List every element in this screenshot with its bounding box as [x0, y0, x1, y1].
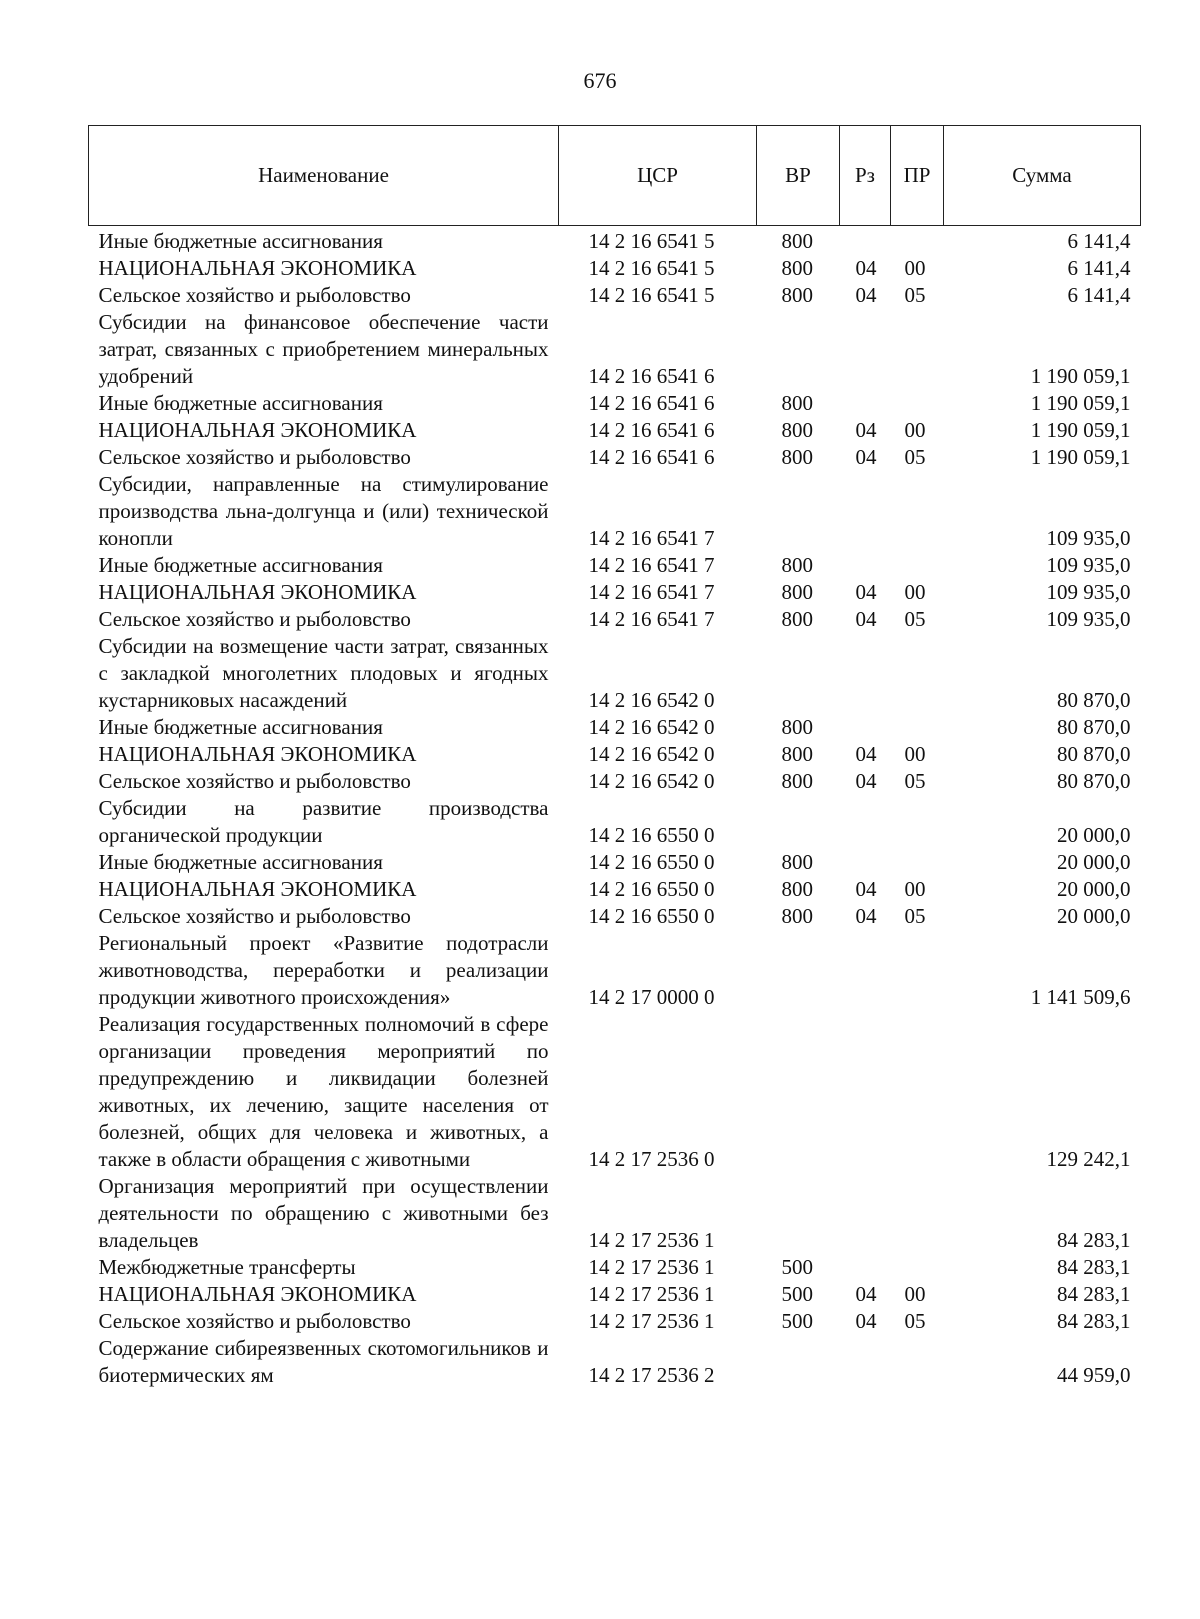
table-row: [89, 444, 1141, 471]
table-row: [89, 1173, 1141, 1254]
cell-pr: 05: [904, 1309, 926, 1333]
cell-name: Иные бюджетные ассигнования: [98, 850, 383, 874]
cell-vr: [757, 1335, 840, 1389]
cell-vr: [757, 471, 840, 552]
cell-pr: [891, 1254, 944, 1281]
cell-vr: 800: [781, 769, 813, 793]
cell-pr: [891, 714, 944, 741]
cell-rz: [840, 930, 891, 1011]
cell-sum: 20 000,0: [1057, 904, 1131, 928]
cell-csr: 14 2 17 2536 1: [588, 1309, 715, 1333]
cell-vr: 800: [781, 904, 813, 928]
cell-rz: [840, 309, 891, 390]
cell-rz: 04: [855, 607, 877, 631]
cell-name: Межбюджетные трансферты: [98, 1255, 356, 1279]
table-row: [89, 1254, 1141, 1281]
cell-rz: [840, 1335, 891, 1389]
header-row: [89, 126, 1141, 226]
table-row: [89, 768, 1141, 795]
cell-name: Сельское хозяйство и рыболовство: [98, 607, 411, 631]
table-row: [89, 579, 1141, 606]
cell-sum: 80 870,0: [1057, 715, 1131, 739]
cell-vr: [757, 1011, 840, 1173]
cell-pr: 05: [904, 769, 926, 793]
cell-sum: 1 190 059,1: [1030, 391, 1131, 415]
cell-sum: 109 935,0: [1046, 553, 1131, 577]
cell-sum: 1 190 059,1: [1030, 445, 1131, 469]
cell-csr: 14 2 16 6550 0: [588, 904, 715, 928]
cell-pr: 00: [904, 580, 926, 604]
cell-csr: 14 2 16 6541 7: [588, 526, 715, 550]
cell-name: НАЦИОНАЛЬНАЯ ЭКОНОМИКА: [98, 877, 417, 901]
header-rz: Рз: [840, 126, 891, 226]
table-row: [89, 255, 1141, 282]
cell-vr: 800: [781, 445, 813, 469]
cell-sum: 84 283,1: [1057, 1228, 1131, 1252]
cell-vr: 800: [781, 283, 813, 307]
table-row: [89, 633, 1141, 714]
cell-rz: 04: [855, 256, 877, 280]
cell-sum: 6 141,4: [1067, 229, 1131, 253]
cell-sum: 109 935,0: [1046, 580, 1131, 604]
cell-name: Сельское хозяйство и рыболовство: [98, 769, 411, 793]
cell-name: Региональный проект «Развитие подотрасли животноводства, переработки и реализации продукции животного происхождения»: [98, 931, 549, 1009]
cell-name: Иные бюджетные ассигнования: [98, 553, 383, 577]
table-row: [89, 876, 1141, 903]
cell-rz: 04: [855, 1282, 877, 1306]
cell-rz: 04: [855, 1309, 877, 1333]
cell-csr: 14 2 16 6541 6: [588, 445, 715, 469]
header-csr: ЦСР: [559, 126, 757, 226]
table-row: [89, 226, 1141, 256]
table-row: [89, 390, 1141, 417]
cell-sum: 6 141,4: [1067, 283, 1131, 307]
header-name: Наименование: [89, 126, 559, 226]
cell-csr: 14 2 16 6541 7: [588, 553, 715, 577]
cell-pr: 00: [904, 418, 926, 442]
cell-pr: 05: [904, 607, 926, 631]
cell-name: НАЦИОНАЛЬНАЯ ЭКОНОМИКА: [98, 580, 417, 604]
table-row: [89, 471, 1141, 552]
cell-name: Субсидии на возмещение части затрат, связанных с закладкой многолетних плодовых и ягодных кустарниковых насаждений: [98, 634, 549, 712]
cell-vr: 800: [781, 391, 813, 415]
page-number: 676: [583, 68, 617, 93]
budget-table: [88, 125, 1141, 1389]
cell-rz: [840, 390, 891, 417]
cell-sum: 20 000,0: [1057, 823, 1131, 847]
header-pr: ПР: [891, 126, 944, 226]
cell-vr: 500: [781, 1255, 813, 1279]
cell-vr: 500: [781, 1282, 813, 1306]
cell-csr: 14 2 16 6541 5: [588, 256, 715, 280]
cell-rz: [840, 226, 891, 256]
cell-vr: [757, 1173, 840, 1254]
cell-rz: [840, 633, 891, 714]
cell-name: Содержание сибиреязвенных скотомогильников и биотермических ям: [98, 1336, 549, 1387]
cell-csr: 14 2 17 2536 1: [588, 1228, 715, 1252]
table-row: [89, 930, 1141, 1011]
cell-name: Организация мероприятий при осуществлении деятельности по обращению с животными без владельцев: [98, 1174, 549, 1252]
cell-pr: 05: [904, 904, 926, 928]
cell-csr: 14 2 17 2536 1: [588, 1282, 715, 1306]
cell-pr: [891, 309, 944, 390]
cell-vr: 800: [781, 553, 813, 577]
cell-sum: 84 283,1: [1057, 1255, 1131, 1279]
cell-vr: 800: [781, 229, 813, 253]
cell-name: НАЦИОНАЛЬНАЯ ЭКОНОМИКА: [98, 256, 417, 280]
cell-pr: [891, 1335, 944, 1389]
cell-rz: [840, 552, 891, 579]
table-row: [89, 741, 1141, 768]
cell-vr: 800: [781, 877, 813, 901]
cell-sum: 84 283,1: [1057, 1309, 1131, 1333]
cell-rz: [840, 1254, 891, 1281]
cell-pr: [891, 552, 944, 579]
cell-vr: [757, 930, 840, 1011]
cell-rz: [840, 1011, 891, 1173]
cell-name: Реализация государственных полномочий в сфере организации проведения мероприятий по предупреждению и ликвидации болезней животных, их лечению, защите населения от болезней, общих для человека и животных, а также в области обращения с животными: [98, 1012, 549, 1171]
cell-pr: 05: [904, 283, 926, 307]
cell-rz: 04: [855, 769, 877, 793]
cell-vr: 800: [781, 256, 813, 280]
cell-rz: 04: [855, 418, 877, 442]
cell-sum: 1 190 059,1: [1030, 418, 1131, 442]
cell-pr: [891, 226, 944, 256]
cell-rz: 04: [855, 580, 877, 604]
cell-vr: 800: [781, 742, 813, 766]
cell-rz: 04: [855, 283, 877, 307]
cell-sum: 1 190 059,1: [1030, 364, 1131, 388]
cell-name: НАЦИОНАЛЬНАЯ ЭКОНОМИКА: [98, 1282, 417, 1306]
cell-name: Сельское хозяйство и рыболовство: [98, 904, 411, 928]
cell-pr: [891, 1011, 944, 1173]
cell-rz: 04: [855, 742, 877, 766]
cell-vr: 800: [781, 715, 813, 739]
cell-pr: [891, 390, 944, 417]
table-header: [89, 126, 1141, 226]
cell-pr: 05: [904, 445, 926, 469]
cell-csr: 14 2 16 6541 6: [588, 418, 715, 442]
table-row: [89, 606, 1141, 633]
table-row: [89, 309, 1141, 390]
cell-pr: [891, 849, 944, 876]
cell-vr: [757, 795, 840, 849]
table-row: [89, 795, 1141, 849]
cell-name: Иные бюджетные ассигнования: [98, 391, 383, 415]
table-row: [89, 1308, 1141, 1335]
cell-name: Субсидии на развитие производства органической продукции: [98, 796, 549, 847]
cell-csr: 14 2 16 6541 7: [588, 607, 715, 631]
cell-csr: 14 2 16 6541 5: [588, 229, 715, 253]
table-row: [89, 417, 1141, 444]
cell-vr: 800: [781, 580, 813, 604]
cell-csr: 14 2 16 6541 5: [588, 283, 715, 307]
cell-rz: [840, 795, 891, 849]
cell-sum: 129 242,1: [1046, 1147, 1131, 1171]
cell-name: Сельское хозяйство и рыболовство: [98, 283, 411, 307]
cell-pr: 00: [904, 256, 926, 280]
table-row: [89, 1011, 1141, 1173]
cell-name: Сельское хозяйство и рыболовство: [98, 1309, 411, 1333]
cell-pr: [891, 795, 944, 849]
table-row: [89, 1281, 1141, 1308]
cell-name: НАЦИОНАЛЬНАЯ ЭКОНОМИКА: [98, 742, 417, 766]
header-vr: ВР: [757, 126, 840, 226]
cell-csr: 14 2 16 6541 6: [588, 364, 715, 388]
cell-csr: 14 2 16 6550 0: [588, 850, 715, 874]
cell-csr: 14 2 16 6550 0: [588, 877, 715, 901]
cell-sum: 109 935,0: [1046, 607, 1131, 631]
cell-rz: 04: [855, 445, 877, 469]
cell-csr: 14 2 16 6542 0: [588, 688, 715, 712]
cell-vr: 800: [781, 418, 813, 442]
cell-csr: 14 2 16 6542 0: [588, 769, 715, 793]
table-row: [89, 903, 1141, 930]
cell-rz: 04: [855, 877, 877, 901]
cell-sum: 109 935,0: [1046, 526, 1131, 550]
cell-pr: [891, 1173, 944, 1254]
table-row: [89, 552, 1141, 579]
cell-pr: 00: [904, 1282, 926, 1306]
cell-sum: 80 870,0: [1057, 688, 1131, 712]
cell-rz: [840, 714, 891, 741]
cell-csr: 14 2 17 0000 0: [588, 985, 715, 1009]
cell-vr: 800: [781, 850, 813, 874]
table-row: [89, 1335, 1141, 1389]
cell-csr: 14 2 17 2536 1: [588, 1255, 715, 1279]
cell-rz: 04: [855, 904, 877, 928]
table-row: [89, 714, 1141, 741]
header-sum: Сумма: [944, 126, 1141, 226]
cell-csr: 14 2 16 6542 0: [588, 715, 715, 739]
cell-csr: 14 2 16 6542 0: [588, 742, 715, 766]
cell-csr: 14 2 17 2536 0: [588, 1147, 715, 1171]
cell-pr: 00: [904, 742, 926, 766]
table-body: [89, 226, 1141, 1390]
cell-sum: 80 870,0: [1057, 742, 1131, 766]
cell-vr: 500: [781, 1309, 813, 1333]
cell-name: Иные бюджетные ассигнования: [98, 715, 383, 739]
cell-sum: 1 141 509,6: [1030, 985, 1131, 1009]
cell-sum: 20 000,0: [1057, 850, 1131, 874]
cell-sum: 20 000,0: [1057, 877, 1131, 901]
cell-sum: 6 141,4: [1067, 256, 1131, 280]
cell-vr: 800: [781, 607, 813, 631]
cell-name: Субсидии на финансовое обеспечение части затрат, связанных с приобретением минеральных удобрений: [98, 310, 549, 388]
table-row: [89, 282, 1141, 309]
cell-rz: [840, 849, 891, 876]
cell-sum: 44 959,0: [1057, 1363, 1131, 1387]
cell-sum: 80 870,0: [1057, 769, 1131, 793]
cell-rz: [840, 471, 891, 552]
cell-vr: [757, 309, 840, 390]
table-row: [89, 849, 1141, 876]
cell-name: Субсидии, направленные на стимулирование производства льна-долгунца и (или) технической конопли: [98, 472, 549, 550]
cell-name: Иные бюджетные ассигнования: [98, 229, 383, 253]
cell-vr: [757, 633, 840, 714]
cell-csr: 14 2 16 6541 7: [588, 580, 715, 604]
cell-pr: [891, 930, 944, 1011]
cell-sum: 84 283,1: [1057, 1282, 1131, 1306]
cell-pr: [891, 633, 944, 714]
cell-name: Сельское хозяйство и рыболовство: [98, 445, 411, 469]
cell-csr: 14 2 16 6541 6: [588, 391, 715, 415]
cell-pr: [891, 471, 944, 552]
cell-csr: 14 2 16 6550 0: [588, 823, 715, 847]
cell-rz: [840, 1173, 891, 1254]
cell-csr: 14 2 17 2536 2: [588, 1363, 715, 1387]
cell-name: НАЦИОНАЛЬНАЯ ЭКОНОМИКА: [98, 418, 417, 442]
cell-pr: 00: [904, 877, 926, 901]
